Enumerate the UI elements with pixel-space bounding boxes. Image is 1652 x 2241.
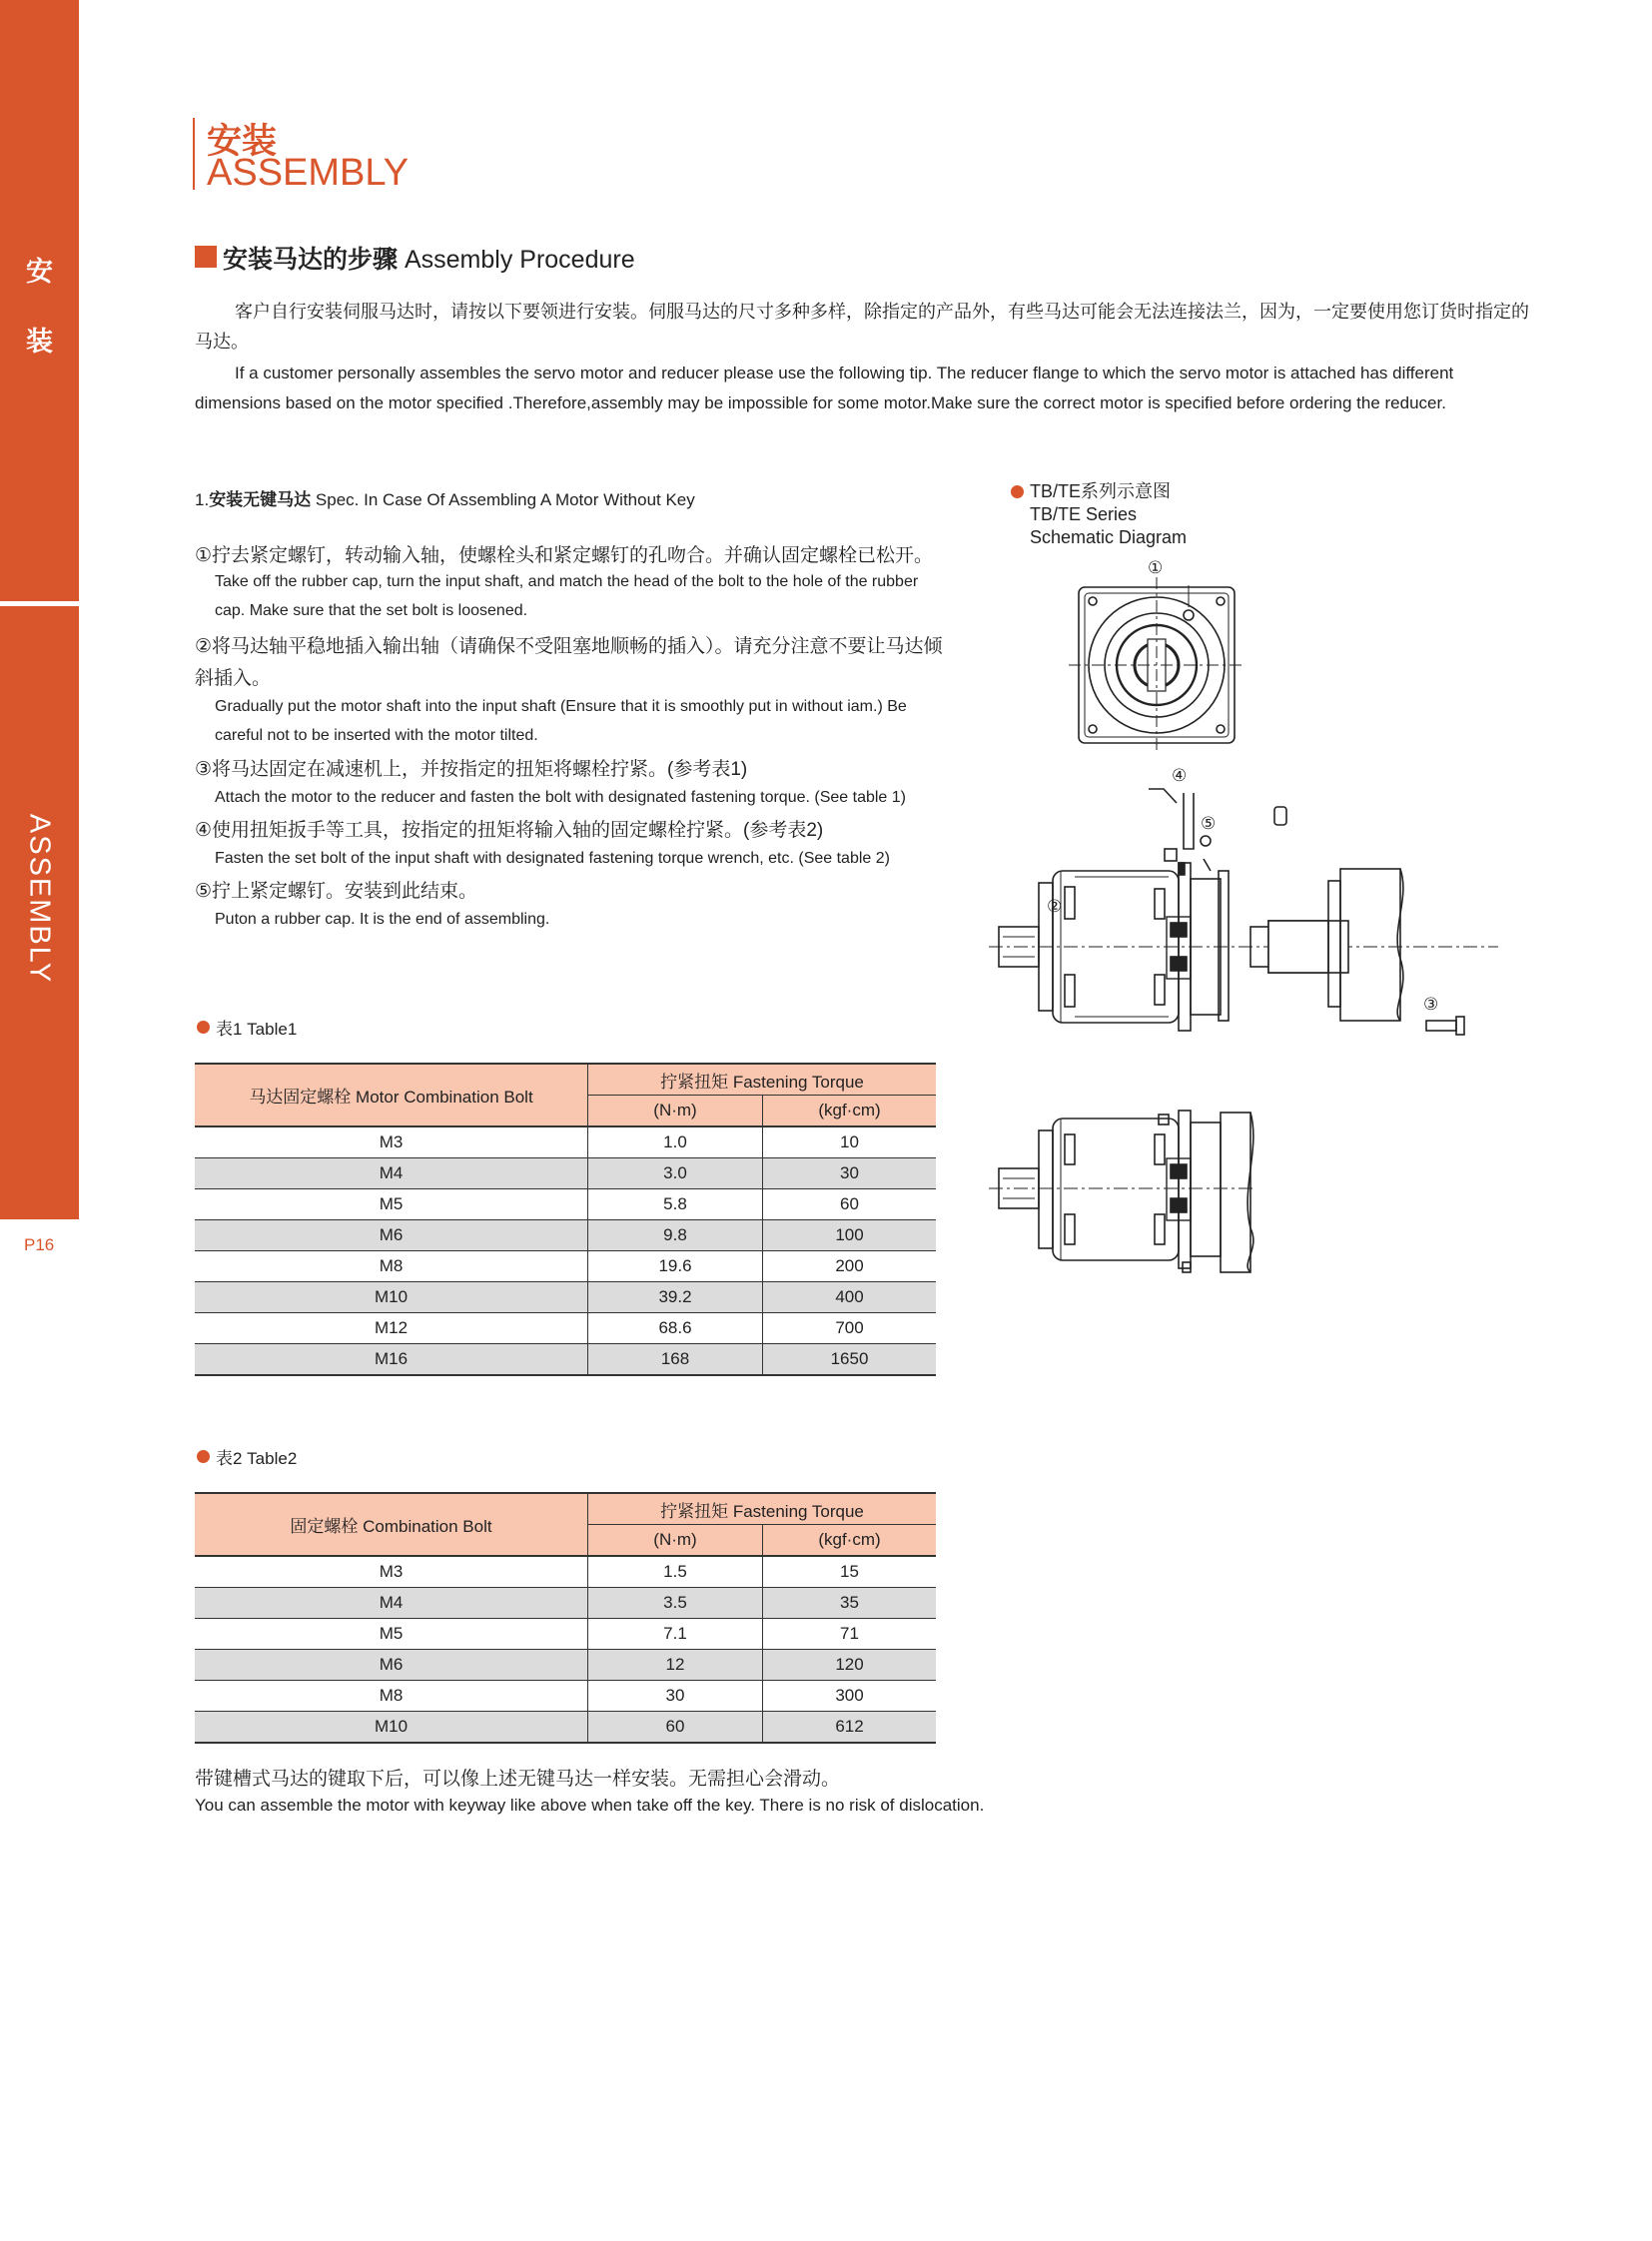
table-row [195, 1681, 936, 1712]
table2-bolt-header: 固定螺栓 Combination Bolt [195, 1493, 588, 1556]
table-cell: M8 [195, 1251, 588, 1282]
table-row [195, 1588, 936, 1619]
table-row [195, 1619, 936, 1650]
step-4-cn: ④使用扭矩扳手等工具，按指定的扭矩将输入轴的固定螺栓拧紧。(参考表2) [195, 820, 824, 841]
table-row [195, 1220, 936, 1251]
table2-unit-kgf: (kgf·cm) [763, 1525, 937, 1557]
table-row [195, 1251, 936, 1282]
table2-unit-nm: (N·m) [588, 1525, 763, 1557]
page-title-cn: 安装 [207, 122, 278, 161]
section-title-en: Assembly Procedure [404, 246, 635, 274]
table-cell: M6 [195, 1220, 588, 1251]
bullet-icon [1011, 485, 1024, 498]
marker-3: ③ [1423, 995, 1439, 1015]
table1-label: 表1 Table1 [216, 1020, 298, 1039]
step-1-cn: ①拧去紧定螺钉，转动输入轴，使螺栓头和紧定螺钉的孔吻合。并确认固定螺栓已松开。 [195, 545, 934, 566]
diagram-title [1030, 480, 1187, 549]
intro-en: If a customer personally assembles the servo motor and reducer please use the following tip. The reducer flange to which the servo motor is attached has different dimensions based on the motor specified .Therefore,assembly may be impossible for some motor.Make sure the correct motor is specified before ordering the reducer. [195, 364, 1454, 412]
step-2-cn: ②将马达轴平稳地插入输出轴（请确保不受阻塞地顺畅的插入）。请充分注意不要让马达倾斜插入。 [195, 636, 943, 689]
table-cell: M16 [195, 1344, 588, 1376]
table-cell: 100 [763, 1220, 937, 1251]
table-cell: M3 [195, 1556, 588, 1588]
table-cell: M8 [195, 1681, 588, 1712]
page-number-rule [0, 1216, 79, 1219]
table-row [195, 1313, 936, 1344]
subsection-title-cn: 安装无键马达 [209, 490, 312, 509]
subsection-heading [195, 485, 695, 510]
table-cell: 1650 [763, 1344, 937, 1376]
side-tab [0, 0, 79, 1216]
bullet-icon [197, 1450, 210, 1463]
table-cell: 1.0 [588, 1126, 763, 1158]
marker-4: ④ [1172, 766, 1188, 786]
marker-5: ⑤ [1201, 814, 1217, 834]
table-row [195, 1189, 936, 1220]
section-title-cn: 安装马达的步骤 [223, 246, 399, 274]
table-cell: M10 [195, 1282, 588, 1313]
subsection-number: 1. [195, 490, 210, 509]
note-en: You can assemble the motor with keyway like above when take off the key. There is no risk of dislocation. [195, 1796, 985, 1815]
diagram-title-cn: TB/TE系列示意图 [1030, 481, 1172, 501]
step-4-en: Fasten the set bolt of the input shaft with designated fastening torque wrench, etc. (See table 2) [215, 850, 890, 867]
table1-bolt-header: 马达固定螺栓 Motor Combination Bolt [195, 1064, 588, 1126]
section-title [223, 240, 635, 276]
marker-2: ② [1047, 897, 1063, 917]
table2-label: 表2 Table2 [216, 1449, 298, 1468]
diagram-title-en: TB/TE Series [1030, 504, 1138, 524]
step-2-en: Gradually put the motor shaft into the input shaft (Ensure that it is smoothly put in without iam.) Be careful not to be inserted with the motor tilted. [215, 698, 907, 744]
table-cell: 168 [588, 1344, 763, 1376]
table-cell: 15 [763, 1556, 937, 1588]
table-cell: 7.1 [588, 1619, 763, 1650]
table-cell: M5 [195, 1619, 588, 1650]
table-cell: 9.8 [588, 1220, 763, 1251]
torque-table-1 [195, 1063, 936, 1376]
table-cell: 60 [588, 1712, 763, 1744]
table-cell: 68.6 [588, 1313, 763, 1344]
table-cell: M6 [195, 1650, 588, 1681]
table-cell: M4 [195, 1588, 588, 1619]
page-number: P16 [24, 1235, 55, 1254]
table-row [195, 1126, 936, 1158]
step-3-en: Attach the motor to the reducer and fasten the bolt with designated fastening torque. (See table 1) [215, 789, 906, 806]
assembled-side-view [989, 1111, 1254, 1272]
table-cell: 19.6 [588, 1251, 763, 1282]
side-tab-en: ASSEMBLY [23, 813, 56, 985]
table-cell: 10 [763, 1126, 937, 1158]
intro-cn: 客户自行安装伺服马达时，请按以下要领进行安装。伺服马达的尺寸多种多样，除指定的产品外，有些马达可能会无法连接法兰，因为，一定要使用您订货时指定的马达。 [195, 302, 1529, 352]
table-cell: 71 [763, 1619, 937, 1650]
side-divider [0, 601, 79, 606]
table-cell: 612 [763, 1712, 937, 1744]
exploded-side-view [989, 789, 1498, 1035]
table1-torque-header: 拧紧扭矩 Fastening Torque [588, 1064, 937, 1096]
table-cell: 3.5 [588, 1588, 763, 1619]
table-cell: M12 [195, 1313, 588, 1344]
table2-torque-header: 拧紧扭矩 Fastening Torque [588, 1493, 937, 1525]
step-5-en: Puton a rubber cap. It is the end of assembling. [215, 911, 550, 928]
table-row [195, 1282, 936, 1313]
front-view [1069, 577, 1244, 753]
table-cell: 1.5 [588, 1556, 763, 1588]
table-cell: 35 [763, 1588, 937, 1619]
table1-unit-nm: (N·m) [588, 1096, 763, 1127]
note-cn: 带键槽式马达的键取下后，可以像上述无键马达一样安装。无需担心会滑动。 [195, 1769, 841, 1790]
table-cell: 300 [763, 1681, 937, 1712]
table-cell: M10 [195, 1712, 588, 1744]
table-cell: 39.2 [588, 1282, 763, 1313]
table-cell: 3.0 [588, 1158, 763, 1189]
diagram-subtitle-en: Schematic Diagram [1030, 527, 1188, 547]
marker-1: ① [1148, 558, 1164, 578]
torque-table-2 [195, 1492, 936, 1744]
step-3-cn: ③将马达固定在减速机上，并按指定的扭矩将螺栓拧紧。(参考表1) [195, 759, 748, 780]
table-cell: 60 [763, 1189, 937, 1220]
table-cell: 30 [588, 1681, 763, 1712]
table1-unit-kgf: (kgf·cm) [763, 1096, 937, 1127]
header-rule [193, 118, 195, 190]
table-cell: 5.8 [588, 1189, 763, 1220]
bullet-icon [197, 1021, 210, 1034]
table-cell: M5 [195, 1189, 588, 1220]
table-row [195, 1712, 936, 1744]
table-row [195, 1556, 936, 1588]
step-5-cn: ⑤拧上紧定螺钉。安装到此结束。 [195, 881, 478, 902]
step-1-en: Take off the rubber cap, turn the input shaft, and match the head of the bolt to the hole of the rubber cap. Make sure that the set bolt is loosened. [215, 573, 919, 619]
table-row [195, 1344, 936, 1376]
table-cell: 120 [763, 1650, 937, 1681]
table-cell: 200 [763, 1251, 937, 1282]
page-title-en: ASSEMBLY [207, 152, 410, 194]
table-cell: 12 [588, 1650, 763, 1681]
table-cell: 700 [763, 1313, 937, 1344]
table-cell: M4 [195, 1158, 588, 1189]
table-cell: 30 [763, 1158, 937, 1189]
section-marker [195, 246, 217, 268]
subsection-title-en: Spec. In Case Of Assembling A Motor Without Key [315, 490, 695, 509]
table-cell: 400 [763, 1282, 937, 1313]
table-row [195, 1158, 936, 1189]
side-tab-char: 安 [26, 257, 53, 287]
table-cell: M3 [195, 1126, 588, 1158]
table-row [195, 1650, 936, 1681]
side-tab-char: 装 [26, 327, 53, 357]
schematic-diagram [979, 549, 1538, 1308]
